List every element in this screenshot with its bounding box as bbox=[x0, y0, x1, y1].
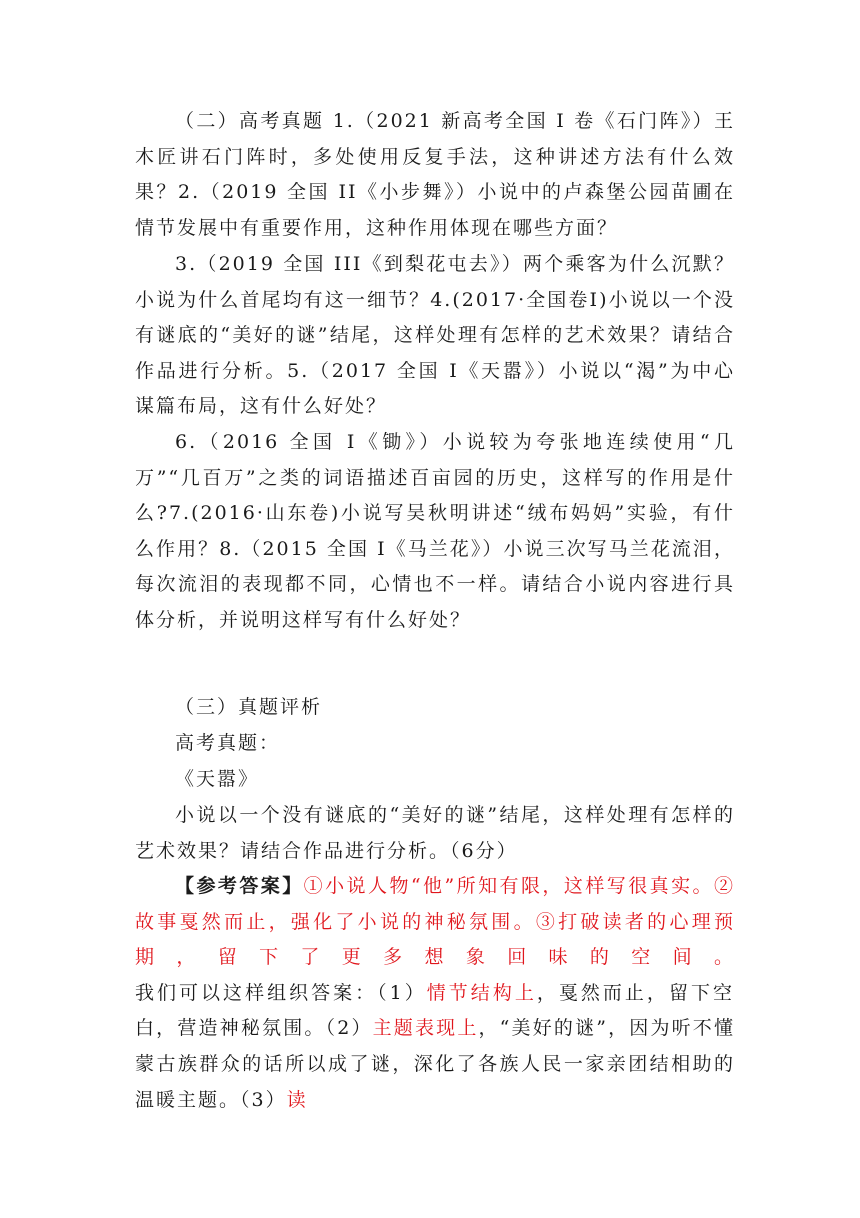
section-heading: （三）真题评析 bbox=[175, 696, 323, 718]
answer-structure-intro: 我们可以这样组织答案：（1） bbox=[135, 981, 427, 1004]
subheading: 高考真题： bbox=[175, 732, 281, 754]
answer-key-points: ①小说人物“他”所知有限，这样写很真实。②故事戛然而止，强化了小说的神秘氛围。③打破读者的心理预期，留下了更多想象回味的空间。 bbox=[135, 875, 735, 969]
exam-questions-paragraph-3: 6.（2016 全国 I《锄》）小说较为夸张地连续使用“几万”“几百万”之类的词语描述百亩园的历史，这样写的作用是什么?7.(2016·山东卷)小说写吴秋明讲述“绒布妈妈”实验，有什么作用？8.（2015 全国 I《马兰花》）小说三次写马兰花流泪，每次流泪的表现都不同，心情也不一样。请结合小说内容进行具体分析，并说明这样写有什么好处？ bbox=[135, 431, 735, 631]
exam-questions-paragraph-1: （二）高考真题 1.（2021 新高考全国 I 卷《石门阵》）王木匠讲石门阵时，多处使用反复手法，这种讲述方法有什么效果？2.（2019 全国 II《小步舞》）小说中的卢森堡公园苗圃在情节发展中有重要作用，这种作用体现在哪些方面？ bbox=[135, 110, 735, 239]
answer-point-1-text: ，戛然而止，留下空白，营造神秘氛围。（2） bbox=[135, 981, 735, 1040]
answer-point-1-label: 情节结构上 bbox=[426, 981, 537, 1004]
answer-label: 【参考答案】 bbox=[175, 875, 304, 897]
work-title: 《天嚣》 bbox=[175, 768, 260, 790]
exam-questions-paragraph-2: 3.（2019 全国 III《到梨花屯去》）两个乘客为什么沉默？小说为什么首尾均有这一细节？4.(2017·全国卷Ⅰ)小说以一个没有谜底的“美好的谜”结尾，这样处理有怎样的艺术效果？请结合作品进行分析。5.（2017 全国 I《天嚣》）小说以“渴”为中心谋篇布局，这有什么好处？ bbox=[135, 253, 735, 418]
answer-paragraph bbox=[135, 869, 735, 1118]
answer-point-2-text: ，“美好的谜”，因为听不懂蒙古族群众的话所以成了谜，深化了各族人民一家亲团结相助的温暖主题。（3） bbox=[135, 1017, 735, 1111]
answer-point-2-label: 主题表现上 bbox=[372, 1017, 479, 1040]
answer-point-3-label: 读 bbox=[286, 1088, 308, 1111]
question-paragraph: 小说以一个没有谜底的“美好的谜”结尾，这样处理有怎样的艺术效果？请结合作品进行分析。（6分） bbox=[135, 804, 735, 862]
